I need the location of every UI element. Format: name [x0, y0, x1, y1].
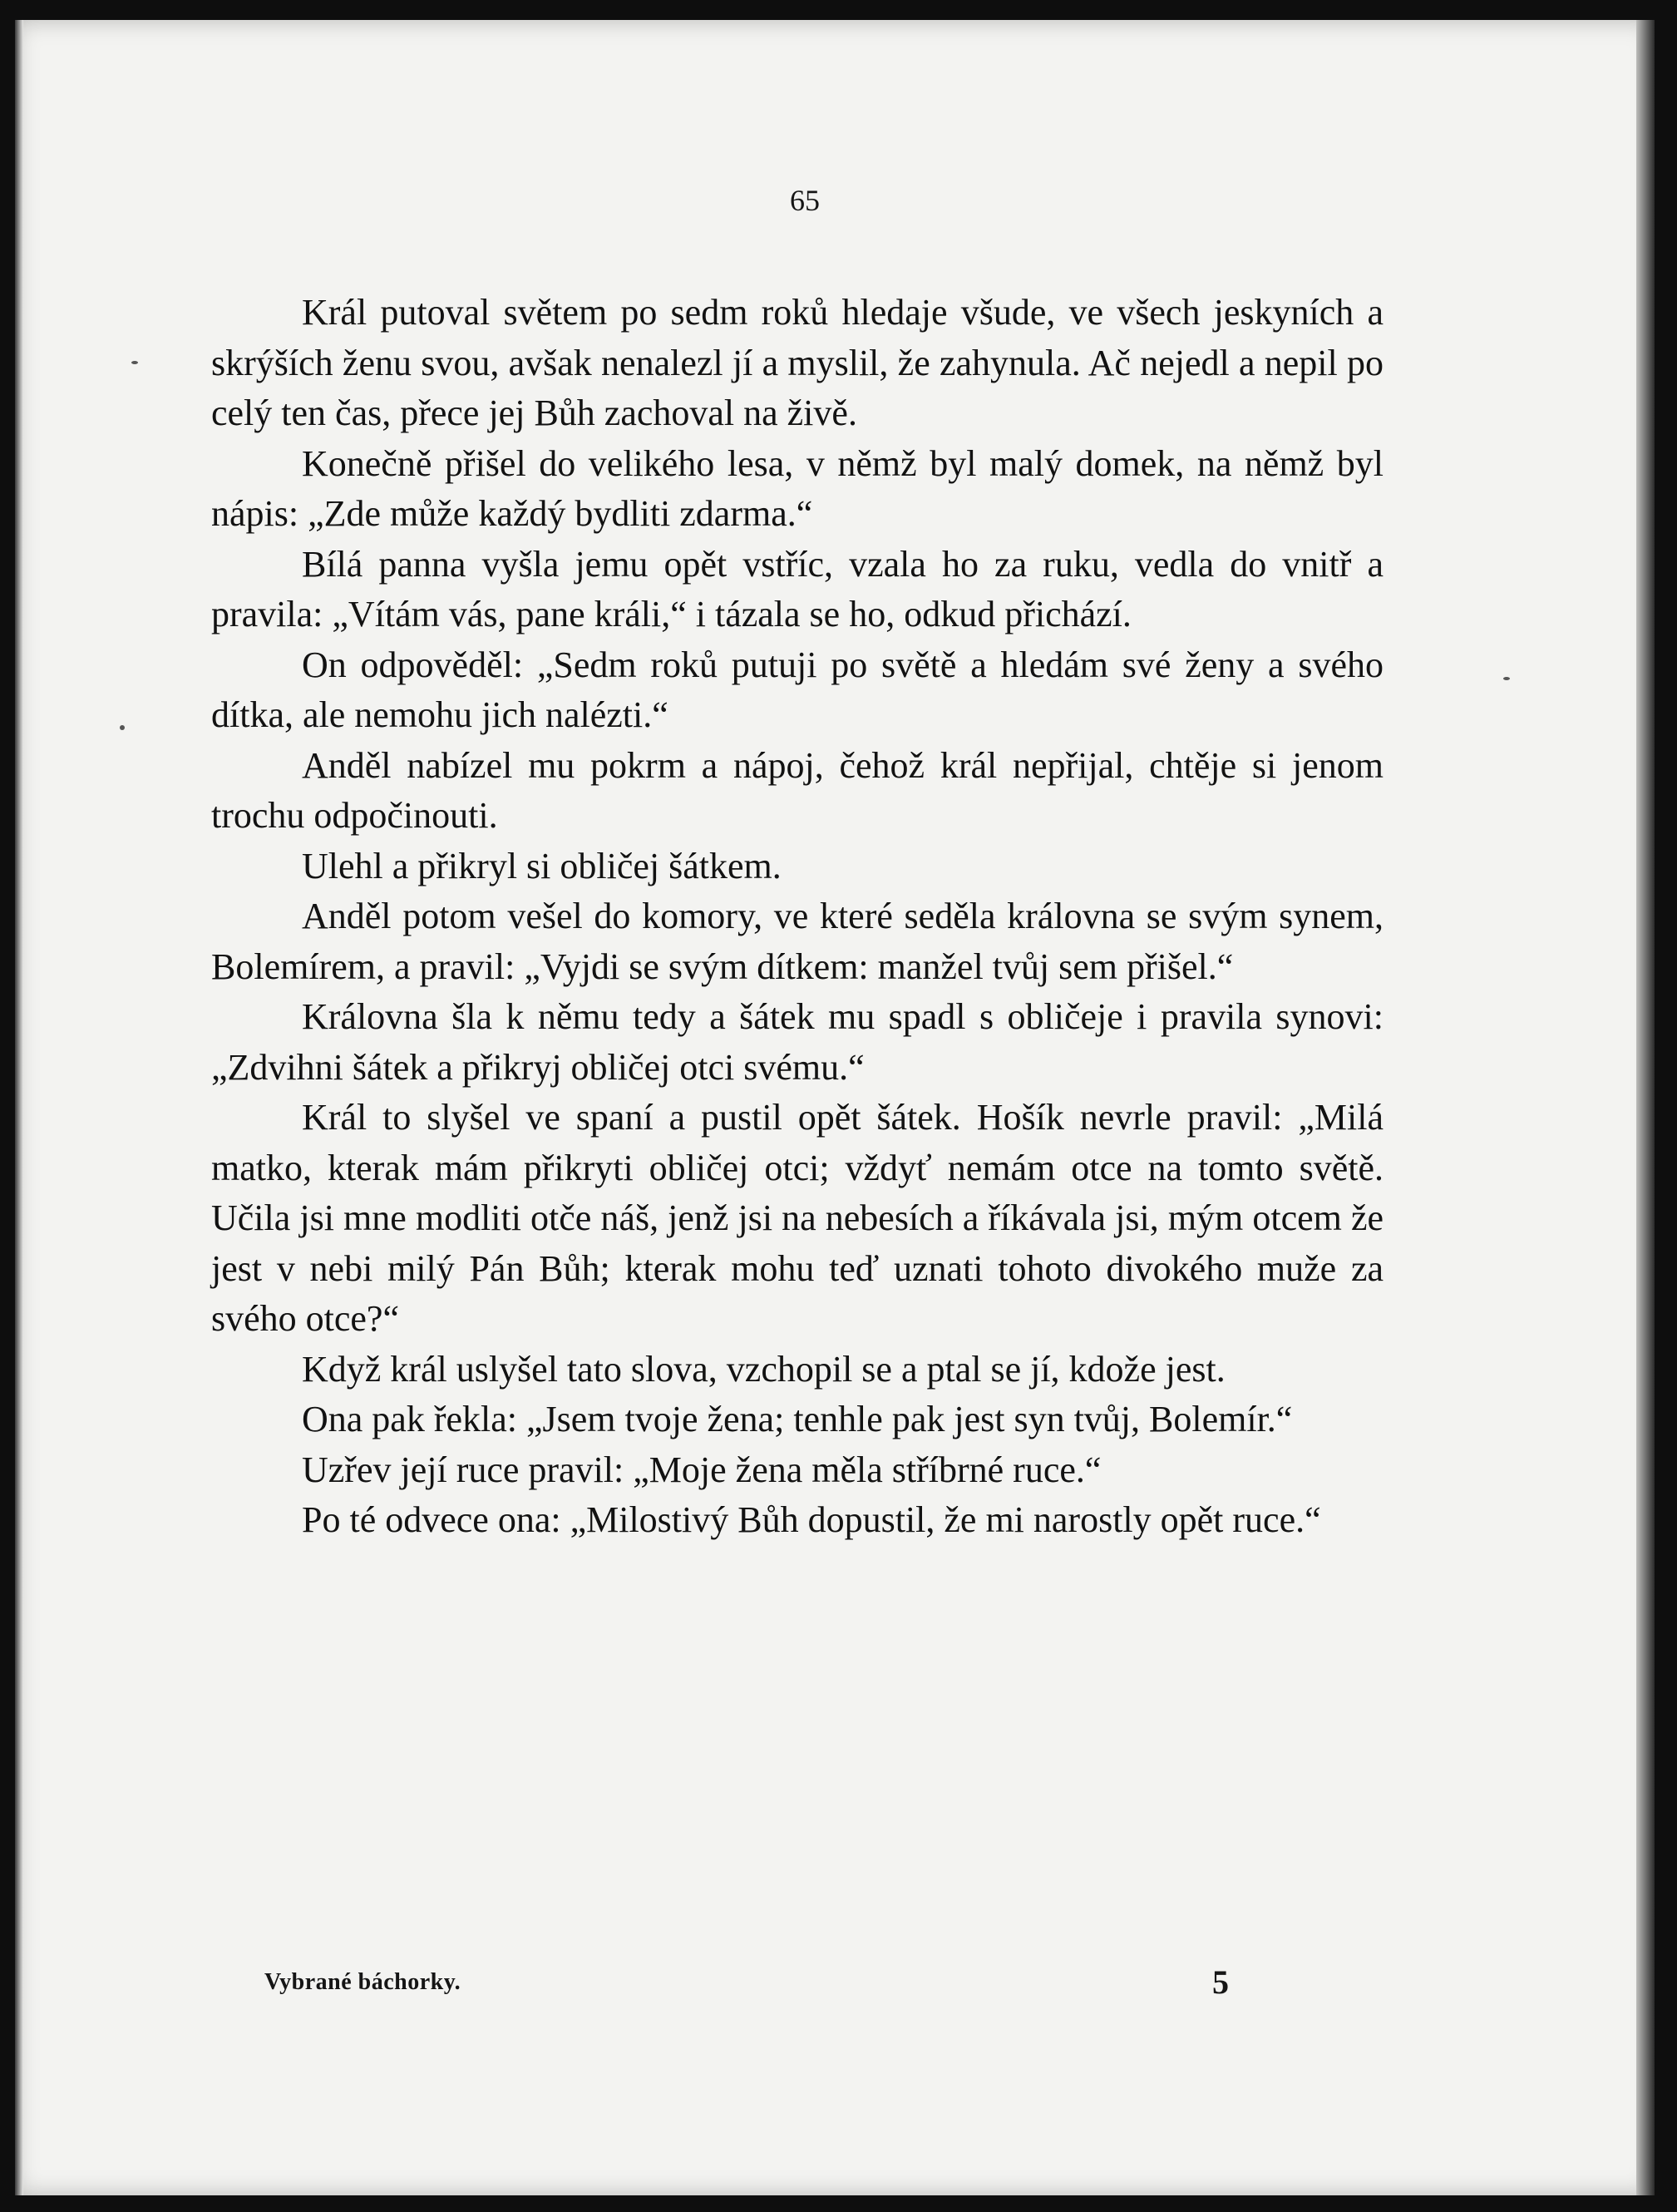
paragraph: Po té odvece ona: „Milostivý Bůh dopustil, že mi narostly opět ruce.“ — [302, 1499, 1321, 1540]
paragraph: Anděl potom vešel do komory, ve které seděla královna se svým synem, Bolemírem, a pravil: „Vyjdi se svým dítkem: manžel tvůj sem přišel.“ — [211, 896, 1384, 987]
book-page — [15, 20, 1655, 2195]
footer-book-title: Vybrané báchorky. — [264, 1969, 461, 1995]
page-number: 65 — [790, 184, 820, 217]
page-edge-left — [15, 20, 23, 2195]
body-text — [211, 288, 1384, 1546]
paragraph: Bílá panna vyšla jemu opět vstříc, vzala ho za ruku, vedla do vnitř a pravila: „Vítám vás, pane králi,“ i tázala se ho, odkud přichází. — [211, 543, 1384, 634]
scan-speck — [131, 361, 138, 364]
page-edge-right — [1636, 20, 1655, 2195]
paragraph: Královna šla k němu tedy a šátek mu spadl s obličeje i pravila synovi: „Zdvihni šátek a přikryj obličej otci svému.“ — [211, 996, 1384, 1088]
paragraph: Král to slyšel ve spaní a pustil opět šátek. Hošík nevrle pravil: „Milá matko, kterak mám přikryti obličej otci; vždyť nemám otce na tomto světě. Učila jsi mne modliti otče náš, jenž jsi na nebesích a říkávala jsi, mým otcem že jest v nebi milý Pán Bůh; kterak mohu teď uznati tohoto divokého muže za svého otce?“ — [211, 1097, 1384, 1339]
paragraph: Král putoval světem po sedm roků hledaje všude, ve všech jeskyních a skrýších ženu svou, avšak nenalezl jí a myslil, že zahynula. Ač nejedl a nepil po celý ten čas, přece jej Bůh zachoval na živě. — [211, 292, 1384, 433]
scan-speck — [120, 725, 125, 730]
paragraph: Ulehl a přikryl si obličej šátkem. — [302, 845, 782, 886]
paragraph: On odpověděl: „Sedm roků putuji po světě a hledám své ženy a svého dítka, ale nemohu jich nalézti.“ — [211, 644, 1384, 735]
paragraph: Uzřev její ruce pravil: „Moje žena měla stříbrné ruce.“ — [302, 1449, 1102, 1490]
paragraph: Ona pak řekla: „Jsem tvoje žena; tenhle pak jest syn tvůj, Bolemír.“ — [302, 1399, 1293, 1439]
footer-signature-mark: 5 — [1212, 1963, 1229, 2001]
paragraph: Když král uslyšel tato slova, vzchopil se a ptal se jí, kdože jest. — [302, 1348, 1226, 1390]
paragraph: Konečně přišel do velikého lesa, v němž byl malý domek, na němž byl nápis: „Zde může každý bydliti zdarma.“ — [211, 442, 1384, 534]
scan-speck — [1503, 677, 1510, 680]
paragraph: Anděl nabízel mu pokrm a nápoj, čehož král nepřijal, chtěje si jenom trochu odpočinouti. — [211, 744, 1384, 836]
